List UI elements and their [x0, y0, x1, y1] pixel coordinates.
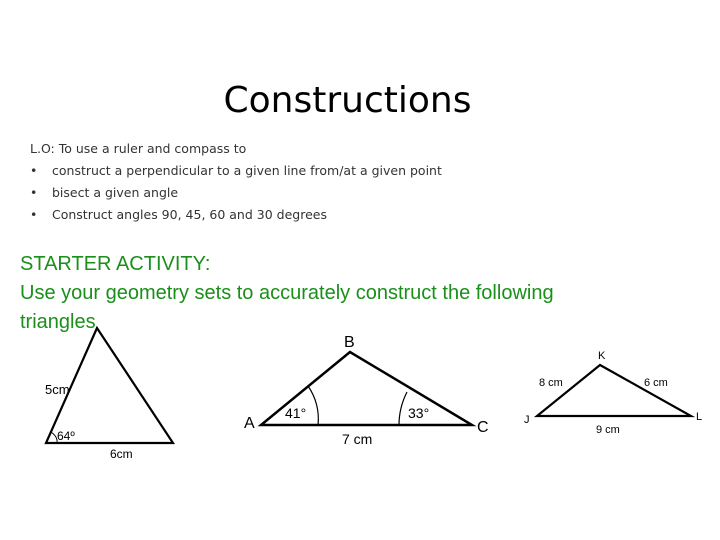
bullet-icon: • — [30, 185, 38, 200]
vertex-label: A — [244, 415, 255, 432]
bullet-icon: • — [30, 163, 38, 178]
triangle-three — [524, 350, 702, 436]
triangle-two — [244, 334, 489, 447]
starter-instruction-cont: triangles — [20, 311, 96, 333]
starter-instruction: Use your geometry sets to accurately construct the following — [20, 282, 554, 304]
vertex-label: C — [477, 419, 489, 436]
vertex-label: K — [598, 350, 606, 362]
side-label: 6cm — [110, 447, 133, 461]
objectives-heading: L.O: To use a ruler and compass to — [30, 141, 247, 156]
vertex-label: L — [696, 411, 703, 423]
side-label: 8 cm — [539, 377, 563, 389]
vertex-label: J — [524, 414, 530, 426]
side-label: 5cm — [45, 382, 70, 397]
objective-text: bisect a given angle — [52, 185, 179, 200]
bullet-icon: • — [30, 207, 38, 222]
angle-label: 33° — [408, 405, 430, 421]
side-label: 6 cm — [644, 377, 668, 389]
triangle-one — [45, 328, 173, 461]
angle-arc — [308, 386, 318, 425]
side-label: 7 cm — [342, 431, 373, 447]
angle-arc — [399, 392, 407, 425]
vertex-label: B — [344, 334, 355, 351]
slide-title: Constructions — [223, 80, 472, 121]
starter-heading: STARTER ACTIVITY: — [20, 253, 211, 275]
side-label: 9 cm — [596, 424, 620, 436]
objective-text: Construct angles 90, 45, 60 and 30 degrees — [52, 207, 327, 222]
objective-text: construct a perpendicular to a given line from/at a given point — [52, 163, 442, 178]
angle-label: 64º — [57, 429, 75, 443]
angle-label: 41° — [285, 405, 307, 421]
triangle-three-shape — [537, 365, 691, 416]
